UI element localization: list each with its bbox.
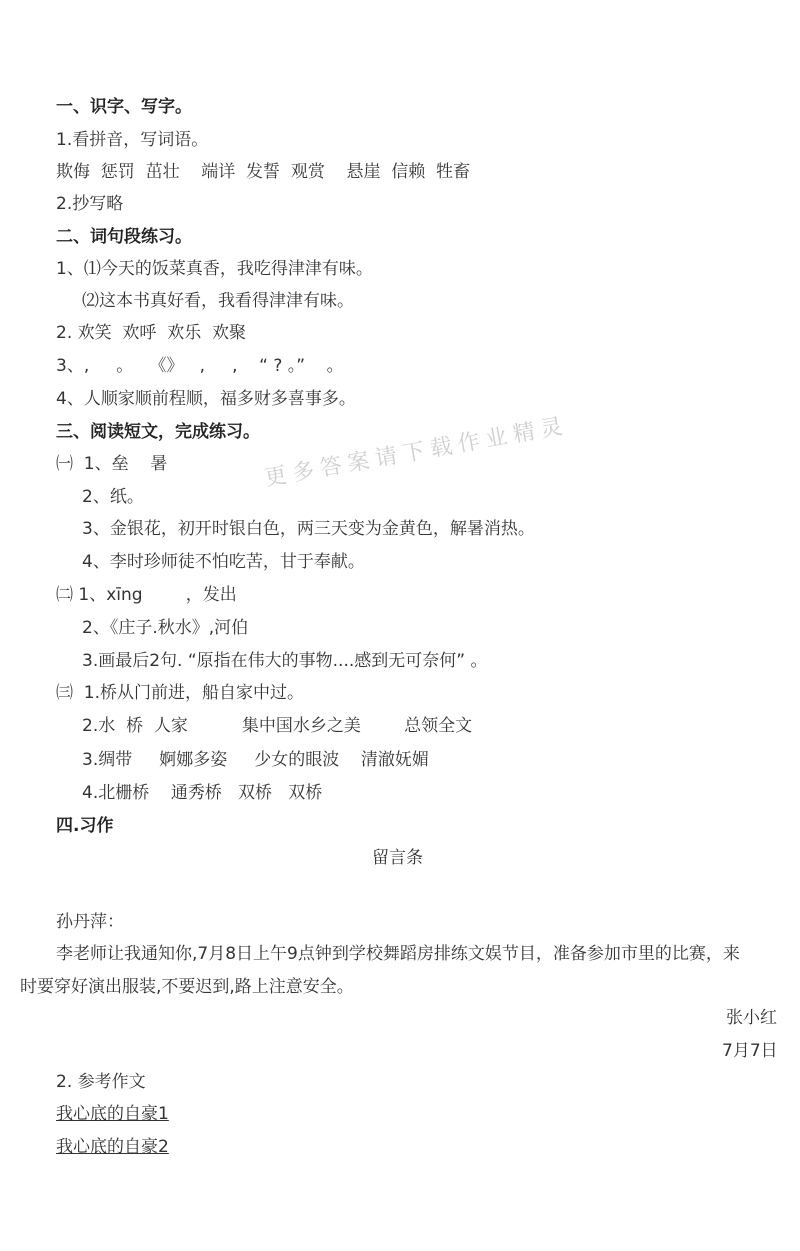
answer-line: 3、, 。 《》 , , “ ? 。” 。 (56, 356, 344, 376)
answer-line: 3.画最后2句. “原指在伟大的事物....感到无可奈何” 。 (82, 651, 488, 671)
answer-line: 时要穿好演出服装,不要迟到,路上注意安全。 (20, 977, 354, 997)
answer-line: 2.水 桥 人家 集中国水乡之美 总领全文 (82, 716, 473, 736)
answer-line: 1、⑴今天的饭菜真香，我吃得津津有味。 (56, 259, 373, 279)
answer-line: 留言条 (372, 848, 423, 868)
answer-line: ⑵这本书真好看，我看得津津有味。 (82, 291, 354, 311)
answer-line: 4、人顺家顺前程顺，福多财多喜事多。 (56, 389, 356, 409)
answer-line: 1.看拼音，写词语。 (56, 130, 209, 150)
answer-line: 2. 欢笑 欢呼 欢乐 欢聚 (56, 323, 247, 343)
section-heading: 二、词句段练习。 (56, 227, 192, 247)
answer-line: 3、金银花，初开时银白色，两三天变为金黄色，解暑消热。 (82, 519, 535, 539)
answer-line: 2、《庄子.秋水》,河伯 (82, 618, 249, 638)
watermark: 更多答案请下载作业精灵 (262, 413, 571, 492)
answer-line: 李老师让我通知你,7月8日上午9点钟到学校舞蹈房排练文娱节目，准备参加市里的比赛，来 (56, 944, 740, 964)
answer-line: ㈡ 1、xīng ，发出 (56, 585, 237, 605)
answer-line: 4、李时珍师徒不怕吃苦，甘于奉献。 (82, 552, 365, 572)
essay-link[interactable]: 我心底的自豪2 (56, 1137, 169, 1157)
answer-line: ㈠ 1、垒 暑 (56, 454, 168, 474)
section-heading: 四.习作 (56, 816, 114, 836)
answer-line: 4.北栅桥 通秀桥 双桥 双桥 (82, 783, 323, 803)
answer-line: 2. 参考作文 (56, 1072, 146, 1092)
answer-line: 欺侮 惩罚 茁壮 端详 发誓 观赏 悬崖 信赖 牲畜 (56, 162, 471, 182)
answer-line: ㈢ 1.桥从门前进，船自家中过。 (56, 683, 305, 703)
essay-link[interactable]: 我心底的自豪1 (56, 1104, 169, 1124)
section-heading: 三、阅读短文，完成练习。 (56, 422, 260, 442)
answer-line: 7月7日 (722, 1041, 778, 1061)
answer-line: 张小红 (726, 1008, 777, 1028)
answer-line: 2.抄写略 (56, 194, 124, 214)
answer-line: 3.绸带 婀娜多姿 少女的眼波 清澈妩媚 (82, 750, 429, 770)
answer-line: 2、纸。 (82, 487, 144, 507)
answer-line: 孙丹萍： (56, 912, 124, 932)
section-heading: 一、识字、写字。 (56, 97, 192, 117)
